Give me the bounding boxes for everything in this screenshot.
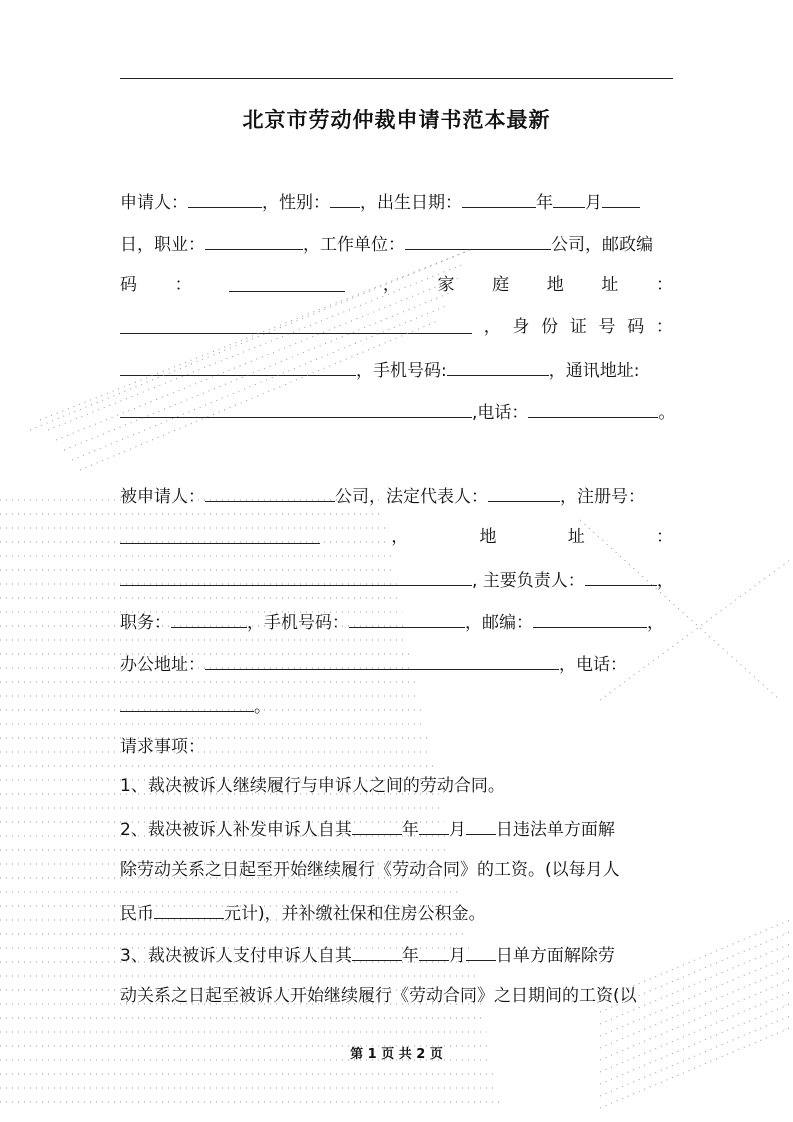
respondent-line-4: 职务： ，手机号码： ，邮编： ， — [120, 610, 673, 634]
applicant-line-2: 日，职业： ，工作单位： 公司，邮政编 — [120, 232, 673, 256]
respondent-line-2: ， 地 址 ： — [120, 526, 673, 548]
request-item-1: 1、裁决被诉人继续履行与申诉人之间的劳动合同。 — [120, 776, 505, 796]
requests-heading: 请求事项： — [120, 737, 205, 757]
request-item-2-line-1: 2、裁决被诉人补发申诉人自其 年 月 日违法单方面解 — [120, 817, 673, 841]
applicant-line-5: ，手机号码: ，通讯地址: — [120, 358, 673, 382]
applicant-line-6: ,电话： 。 — [120, 400, 673, 424]
applicant-line-3: 码 ： ， 家 庭 地 址 ： — [120, 275, 673, 295]
respondent-line-1: 被申请人： 公司，法定代表人： ，注册号： — [120, 484, 673, 508]
dotted-line — [80, 320, 440, 470]
applicant-line-4: ， 身 份 证 号 码 ： — [120, 316, 673, 338]
dotted-line — [600, 968, 790, 1048]
dotted-line — [600, 1028, 790, 1108]
respondent-line-6: 。 — [120, 694, 673, 718]
respondent-line-5: 办公地址： ，电话： — [120, 652, 673, 676]
request-item-2-line-3: 民币 元计)，并补缴社保和住房公积金。 — [120, 901, 673, 925]
respondent-line-3: , 主要负责人： ， — [120, 568, 673, 592]
request-item-2-line-2: 除劳动关系之日起至开始继续履行《劳动合同》的工资。(以每月人 — [120, 860, 620, 880]
request-item-3-line-2: 动关系之日起至被诉人开始继续履行《劳动合同》之日期间的工资(以 — [120, 986, 637, 1006]
request-item-3-line-1: 3、裁决被诉人支付申诉人自其 年 月 日单方面解除劳 — [120, 943, 673, 967]
document-title: 北京市劳动仲裁申请书范本最新 — [242, 108, 551, 132]
top-rule — [120, 78, 673, 79]
applicant-line-1: 申请人： ，性别： ，出生日期： 年 月 — [120, 190, 673, 214]
page-footer: 第 1 页 共 2 页 — [350, 1047, 443, 1062]
